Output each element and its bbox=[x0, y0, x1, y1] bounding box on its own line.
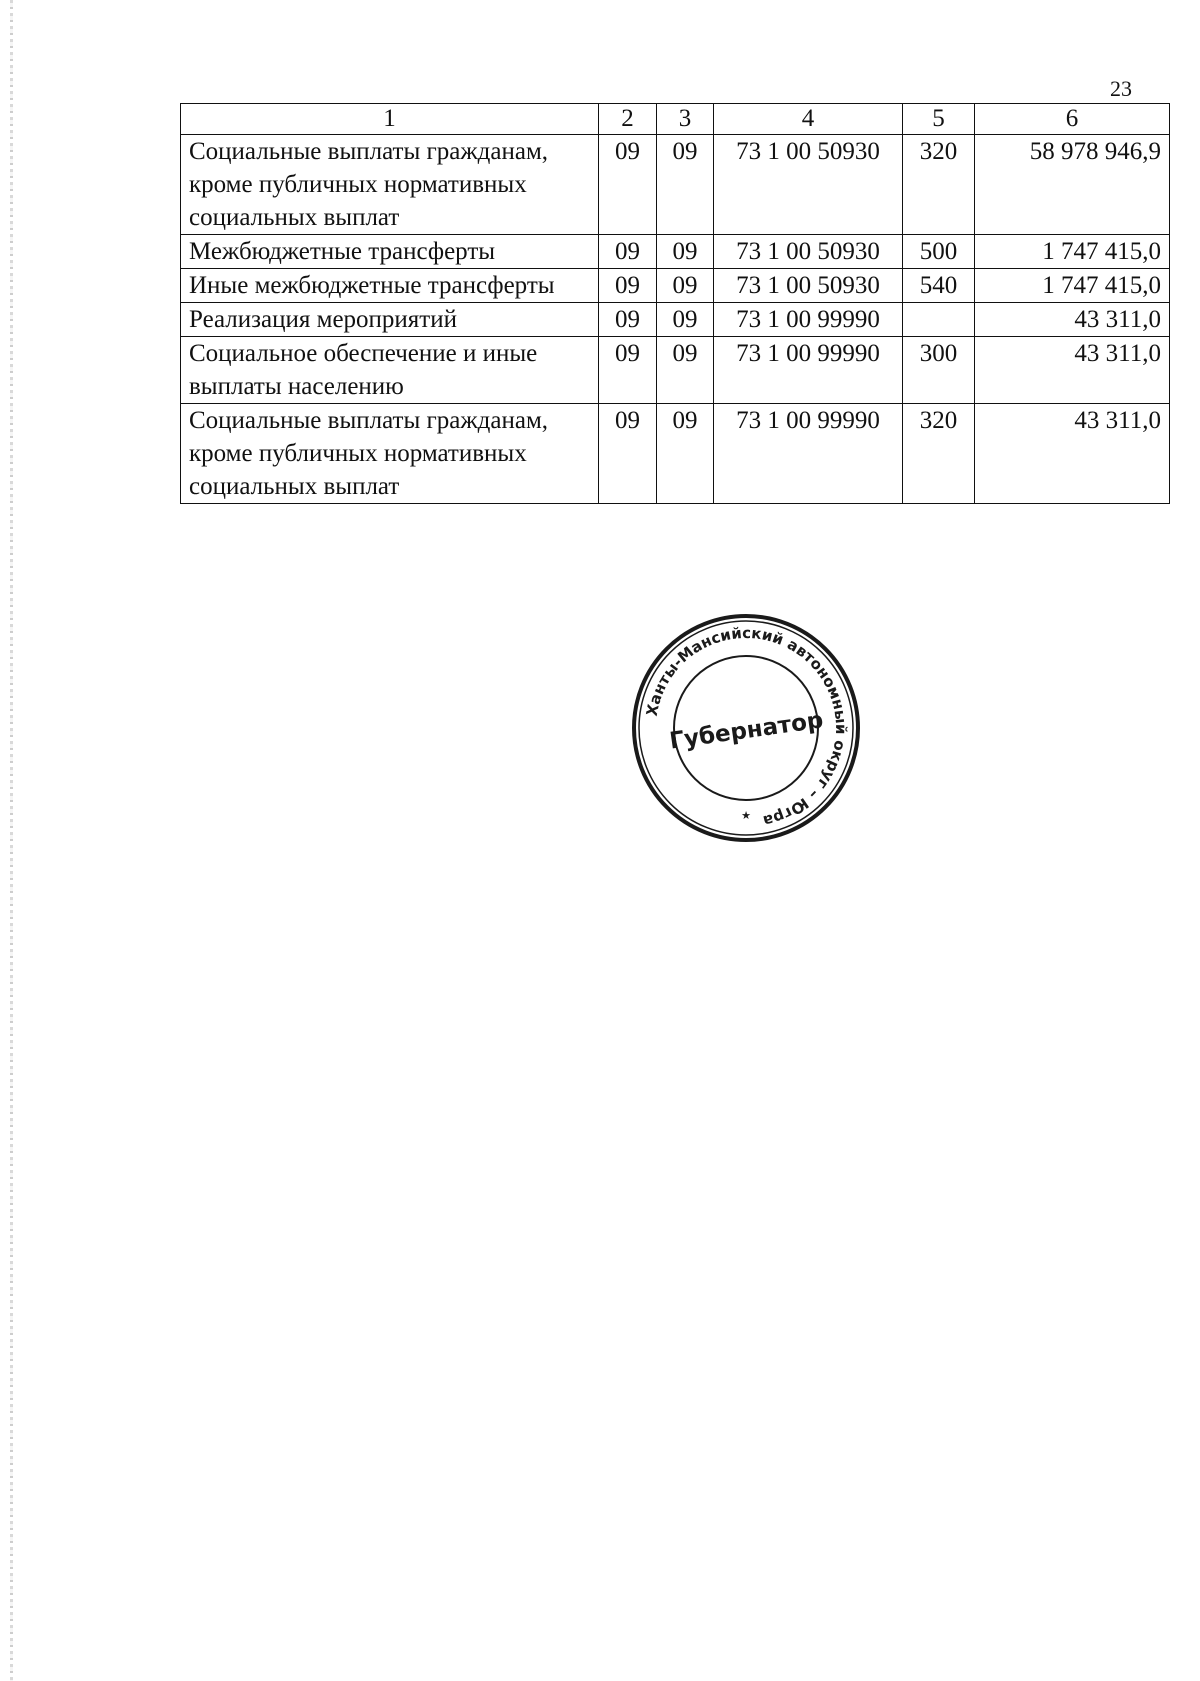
row-name: Социальные выплаты гражданам, кроме публичных нормативных социальных выплат bbox=[181, 135, 599, 235]
row-sum: 1 747 415,0 bbox=[975, 235, 1170, 269]
row-target-code: 73 1 00 99990 bbox=[714, 337, 903, 404]
row-section: 09 bbox=[599, 135, 657, 235]
header-col-2: 2 bbox=[599, 104, 657, 135]
scan-edge bbox=[10, 0, 13, 1681]
row-sum: 43 311,0 bbox=[975, 337, 1170, 404]
row-name: Реализация мероприятий bbox=[181, 303, 599, 337]
row-expense-type: 320 bbox=[903, 135, 975, 235]
row-expense-type: 300 bbox=[903, 337, 975, 404]
row-subsection: 09 bbox=[657, 135, 714, 235]
header-col-3: 3 bbox=[657, 104, 714, 135]
table-row bbox=[181, 303, 1170, 337]
row-section: 09 bbox=[599, 235, 657, 269]
row-subsection: 09 bbox=[657, 404, 714, 504]
row-sum: 43 311,0 bbox=[975, 303, 1170, 337]
header-col-6: 6 bbox=[975, 104, 1170, 135]
table-row bbox=[181, 135, 1170, 235]
row-section: 09 bbox=[599, 269, 657, 303]
seal-center-text: Губернатор bbox=[667, 707, 825, 755]
table-row bbox=[181, 404, 1170, 504]
page-number: 23 bbox=[1110, 76, 1132, 101]
row-subsection: 09 bbox=[657, 269, 714, 303]
row-expense-type: 500 bbox=[903, 235, 975, 269]
table-row bbox=[181, 235, 1170, 269]
row-expense-type: 540 bbox=[903, 269, 975, 303]
row-section: 09 bbox=[599, 404, 657, 504]
row-target-code: 73 1 00 50930 bbox=[714, 269, 903, 303]
row-sum: 58 978 946,9 bbox=[975, 135, 1170, 235]
row-target-code: 73 1 00 50930 bbox=[714, 135, 903, 235]
header-col-5: 5 bbox=[903, 104, 975, 135]
table-row bbox=[181, 269, 1170, 303]
budget-table bbox=[180, 103, 1170, 504]
row-expense-type: 320 bbox=[903, 404, 975, 504]
row-subsection: 09 bbox=[657, 235, 714, 269]
row-sum: 43 311,0 bbox=[975, 404, 1170, 504]
row-expense-type bbox=[903, 303, 975, 337]
row-target-code: 73 1 00 99990 bbox=[714, 404, 903, 504]
table-header-row bbox=[181, 104, 1170, 135]
governor-seal bbox=[630, 612, 862, 844]
seal-ring-text: Ханты-Мансийский автономный округ – Югра bbox=[642, 623, 851, 831]
row-section: 09 bbox=[599, 337, 657, 404]
row-name: Межбюджетные трансферты bbox=[181, 235, 599, 269]
header-col-1: 1 bbox=[181, 104, 599, 135]
row-name: Социальное обеспечение и иные выплаты населению bbox=[181, 337, 599, 404]
row-sum: 1 747 415,0 bbox=[975, 269, 1170, 303]
row-target-code: 73 1 00 50930 bbox=[714, 235, 903, 269]
row-target-code: 73 1 00 99990 bbox=[714, 303, 903, 337]
header-col-4: 4 bbox=[714, 104, 903, 135]
table-row bbox=[181, 337, 1170, 404]
row-name: Социальные выплаты гражданам, кроме публичных нормативных социальных выплат bbox=[181, 404, 599, 504]
row-subsection: 09 bbox=[657, 337, 714, 404]
seal-star-icon: ★ bbox=[741, 809, 751, 822]
row-name: Иные межбюджетные трансферты bbox=[181, 269, 599, 303]
row-subsection: 09 bbox=[657, 303, 714, 337]
row-section: 09 bbox=[599, 303, 657, 337]
